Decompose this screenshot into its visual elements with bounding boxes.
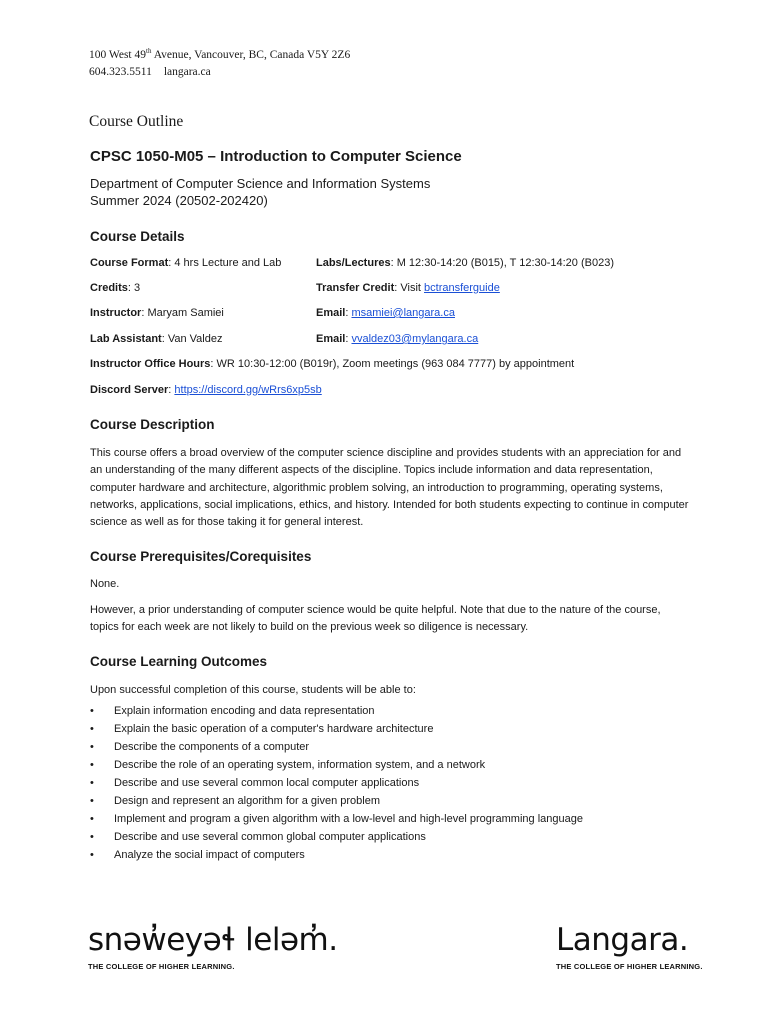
office-hours: Instructor Office Hours: WR 10:30-12:00 (B019r), Zoom meetings (963 084 7777) by appointment	[90, 358, 575, 370]
list-item: • Describe and use several common global computer applications	[90, 828, 583, 846]
list-item: • Explain the basic operation of a computer's hardware architecture	[90, 720, 583, 738]
logo-left-wordmark: snəw̓eyəɬ leləm̓.	[88, 922, 338, 958]
address-block	[89, 43, 350, 81]
transfer-credit: Transfer Credit: Visit bctransferguide	[316, 282, 500, 294]
lab-assistant-email: Email: vvaldez03@mylangara.ca	[316, 333, 479, 345]
prerequisites-heading: Course Prerequisites/Corequisites	[90, 549, 312, 564]
list-item: • Analyze the social impact of computers	[90, 846, 583, 864]
course-description-text: This course offers a broad overview of the computer science discipline and provides students with an appreciation for and an understanding of the many different aspects of the discipline. Topics include information and data representation, computer hardware and architecture, algorithmic problem solving, an introduction to programming, operating systems, networks, applications, social implications, ethics, and history. Intended for both students expecting to continue in computer science as well as for those taking it for general interest.	[90, 447, 689, 529]
contact-line	[89, 64, 350, 81]
department-block	[90, 175, 430, 209]
course-title: CPSC 1050-M05 – Introduction to Computer Science	[90, 148, 462, 165]
course-description-heading: Course Description	[90, 417, 215, 432]
learning-outcomes-heading: Course Learning Outcomes	[90, 654, 268, 669]
website-text: langara.ca	[163, 65, 211, 78]
prerequisites-note: However, a prior understanding of computer science would be quite helpful. Note that due to the nature of the course, topics for each week are not likely to build on the previous week so diligence is necessary.	[90, 604, 661, 634]
instructor: Instructor: Maryam Samiei	[90, 307, 224, 319]
list-item: • Explain information encoding and data representation	[90, 702, 583, 720]
doc-type-title: Course Outline	[89, 113, 184, 130]
learning-outcomes-intro: Upon successful completion of this course, students will be able to:	[90, 684, 416, 696]
labs-lectures: Labs/Lectures: M 12:30-14:20 (B015), T 12:30-14:20 (B023)	[316, 257, 614, 269]
logo-right	[556, 922, 703, 971]
learning-outcomes-list	[90, 702, 583, 864]
instructor-email-link[interactable]: msamiei@langara.ca	[351, 307, 455, 319]
bctransferguide-link[interactable]: bctransferguide	[424, 282, 500, 294]
logo-left-tagline: THE COLLEGE OF HIGHER LEARNING.	[88, 962, 235, 971]
list-item: • Describe the role of an operating system, information system, and a network	[90, 756, 583, 774]
discord-server: Discord Server: https://discord.gg/wRrs6xp5sb	[90, 384, 322, 396]
list-item: • Implement and program a given algorithm with a low-level and high-level programming language	[90, 810, 583, 828]
prerequisites-none: None.	[90, 578, 120, 590]
list-item: • Describe and use several common local computer applications	[90, 774, 583, 792]
discord-link[interactable]: https://discord.gg/wRrs6xp5sb	[174, 384, 322, 396]
term: Summer 2024 (20502-202420)	[90, 193, 268, 208]
lab-assistant: Lab Assistant: Van Valdez	[90, 333, 223, 345]
list-item: • Design and represent an algorithm for a given problem	[90, 792, 583, 810]
phone-number: 604.323.5511	[89, 65, 152, 78]
course-format: Course Format: 4 hrs Lecture and Lab	[90, 257, 282, 269]
department-name: Department of Computer Science and Information Systems	[90, 176, 431, 191]
logo-right-wordmark: Langara.	[556, 922, 689, 958]
credits: Credits: 3	[90, 282, 141, 294]
lab-assistant-email-link[interactable]: vvaldez03@mylangara.ca	[351, 333, 479, 345]
list-item: • Describe the components of a computer	[90, 738, 583, 756]
instructor-email: Email: msamiei@langara.ca	[316, 307, 455, 319]
street-address: 100 West 49th Avenue, Vancouver, BC, Canada V5Y 2Z6	[89, 47, 351, 61]
logo-left	[88, 922, 338, 971]
logo-right-tagline: THE COLLEGE OF HIGHER LEARNING.	[556, 962, 703, 971]
course-details-heading: Course Details	[90, 229, 185, 244]
